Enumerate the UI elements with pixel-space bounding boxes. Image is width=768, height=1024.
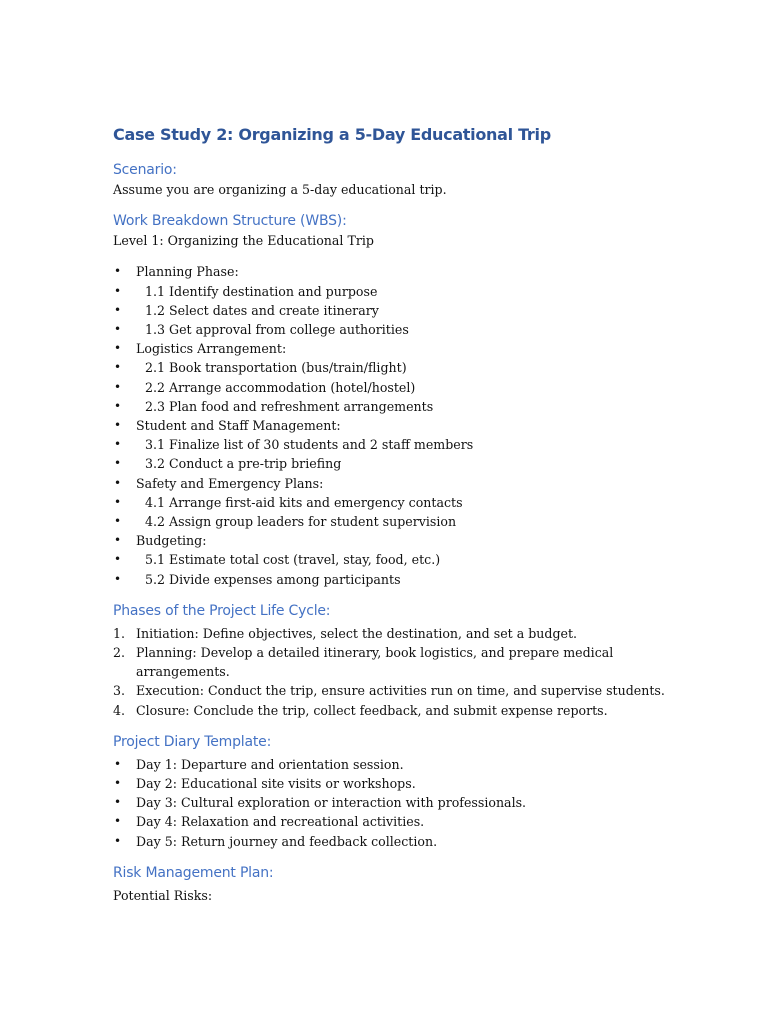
phase-item (113, 624, 673, 643)
wbs-heading: Work Breakdown Structure (WBS): (113, 213, 347, 230)
diary-item (113, 812, 673, 831)
document-title: Case Study 2: Organizing a 5-Day Educational Trip (113, 125, 551, 144)
scenario-text: Assume you are organizing a 5-day educational trip. (113, 182, 447, 197)
wbs-item (113, 320, 673, 339)
wbs-item-text: 4.1 Arrange first-aid kits and emergency contacts (145, 494, 463, 510)
bullet-icon: • (114, 814, 122, 829)
diary-item (113, 832, 673, 851)
diary-item (113, 793, 673, 812)
diary-item (113, 774, 673, 793)
wbs-item-text: 2.2 Arrange accommodation (hotel/hostel) (145, 379, 416, 395)
diary-item-text: Day 3: Cultural exploration or interaction with professionals. (136, 795, 527, 811)
wbs-item (113, 435, 673, 454)
bullet-icon: • (114, 398, 122, 413)
wbs-item-text: 1.3 Get approval from college authorities (145, 322, 409, 338)
phase-item (113, 643, 673, 681)
wbs-item-text: 1.1 Identify destination and purpose (145, 283, 378, 299)
wbs-item-text: 3.1 Finalize list of 30 students and 2 staff members (145, 437, 474, 453)
phase-text: Closure: Conclude the trip, collect feedback, and submit expense reports. (136, 702, 608, 718)
phase-number: 2. (113, 645, 126, 661)
bullet-icon: • (114, 322, 122, 337)
bullet-icon: • (114, 302, 122, 317)
diary-list (113, 755, 673, 851)
wbs-item (113, 454, 673, 473)
bullet-icon: • (114, 533, 122, 548)
wbs-item-text: 3.2 Conduct a pre-trip briefing (145, 456, 342, 472)
document-page (113, 122, 673, 905)
wbs-item (113, 339, 673, 358)
bullet-icon: • (114, 283, 122, 298)
wbs-item (113, 282, 673, 301)
diary-item-text: Day 5: Return journey and feedback collection. (136, 833, 438, 849)
wbs-item (113, 397, 673, 416)
wbs-item (113, 531, 673, 550)
phases-heading: Phases of the Project Life Cycle: (113, 602, 331, 619)
wbs-item (113, 301, 673, 320)
diary-heading: Project Diary Template: (113, 733, 272, 750)
diary-item-text: Day 2: Educational site visits or workshops. (136, 776, 416, 792)
bullet-icon: • (114, 833, 122, 848)
diary-item-text: Day 4: Relaxation and recreational activities. (136, 814, 425, 830)
bullet-icon: • (114, 379, 122, 394)
bullet-icon: • (114, 552, 122, 567)
phase-text: Execution: Conduct the trip, ensure activities run on time, and supervise students. (136, 683, 665, 699)
wbs-item-text: 2.3 Plan food and refreshment arrangements (145, 398, 434, 414)
risk-heading: Risk Management Plan: (113, 864, 274, 881)
wbs-item (113, 474, 673, 493)
wbs-item (113, 262, 673, 281)
diary-item-text: Day 1: Departure and orientation session. (136, 756, 404, 772)
wbs-item (113, 550, 673, 569)
bullet-icon: • (114, 475, 122, 490)
wbs-item-text: 1.2 Select dates and create itinerary (145, 302, 379, 318)
wbs-item-text: 2.1 Book transportation (bus/train/flight) (145, 360, 407, 376)
wbs-item (113, 570, 673, 589)
phase-number: 3. (113, 683, 126, 699)
bullet-icon: • (114, 418, 122, 433)
phase-text: Planning: Develop a detailed itinerary, book logistics, and prepare medical arrangements. (136, 645, 614, 680)
phase-text: Initiation: Define objectives, select the destination, and set a budget. (136, 625, 578, 641)
diary-item (113, 755, 673, 774)
wbs-list (113, 262, 673, 588)
wbs-item-text: Budgeting: (136, 533, 207, 549)
bullet-icon: • (114, 756, 122, 771)
wbs-item-text: 5.1 Estimate total cost (travel, stay, food, etc.) (145, 552, 441, 568)
wbs-level-text: Level 1: Organizing the Educational Trip (113, 233, 374, 249)
wbs-item (113, 378, 673, 397)
bullet-icon: • (114, 776, 122, 791)
bullet-icon: • (114, 264, 122, 279)
phase-item (113, 701, 673, 720)
phase-number: 4. (113, 702, 126, 718)
wbs-item-text: 4.2 Assign group leaders for student supervision (145, 514, 457, 530)
phases-list (113, 624, 673, 720)
wbs-item-text: 5.2 Divide expenses among participants (145, 571, 401, 587)
phase-item (113, 681, 673, 700)
wbs-item-text: Student and Staff Management: (136, 418, 341, 434)
wbs-item-text: Safety and Emergency Plans: (136, 475, 324, 491)
bullet-icon: • (114, 360, 122, 375)
risk-text: Potential Risks: (113, 887, 213, 903)
wbs-item-text: Planning Phase: (136, 264, 239, 280)
bullet-icon: • (114, 795, 122, 810)
bullet-icon: • (114, 494, 122, 509)
wbs-item-text: Logistics Arrangement: (136, 341, 287, 357)
phase-number: 1. (113, 625, 126, 641)
bullet-icon: • (114, 571, 122, 586)
scenario-heading: Scenario: (113, 162, 177, 178)
wbs-item (113, 416, 673, 435)
wbs-item (113, 493, 673, 512)
bullet-icon: • (114, 341, 122, 356)
bullet-icon: • (114, 514, 122, 529)
bullet-icon: • (114, 437, 122, 452)
wbs-item (113, 512, 673, 531)
bullet-icon: • (114, 456, 122, 471)
wbs-item (113, 358, 673, 377)
